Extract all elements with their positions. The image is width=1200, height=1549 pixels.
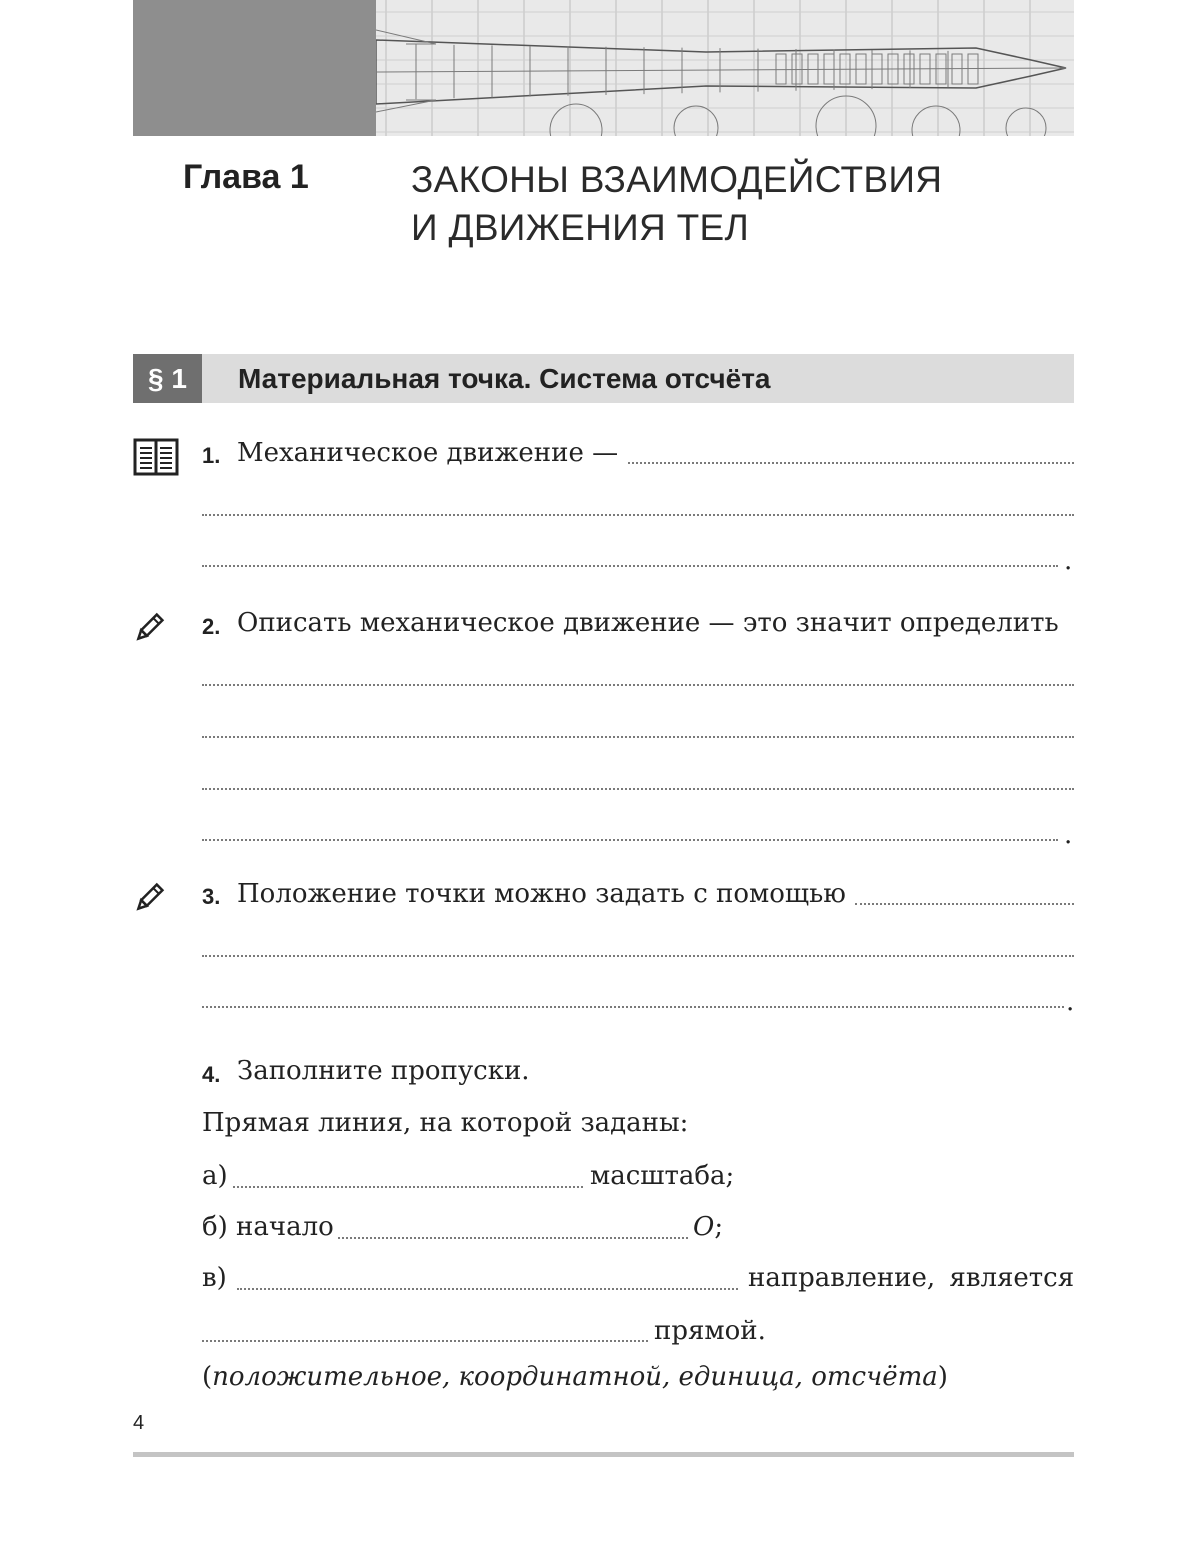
answer-line[interactable]: [202, 839, 1058, 841]
question-3-number: 3.: [202, 884, 221, 909]
answer-line[interactable]: [202, 684, 1074, 686]
banner-gray-block: [133, 0, 376, 136]
question-4-text: Заполните пропуски.: [237, 1056, 530, 1086]
hint-words-text: положительное, координатной, единица, отсчёта: [212, 1362, 938, 1392]
hint-open: (: [202, 1362, 213, 1392]
answer-line[interactable]: [202, 514, 1074, 516]
question-4-intro: Прямая линия, на которой заданы:: [202, 1108, 689, 1138]
answer-line[interactable]: [202, 1340, 648, 1342]
hint-words: [202, 1362, 948, 1392]
question-2-number: 2.: [202, 614, 221, 639]
answer-line[interactable]: [233, 1186, 583, 1188]
answer-line[interactable]: [202, 736, 1074, 738]
question-1-text: Механическое движение —: [237, 438, 619, 468]
period: .: [1064, 820, 1073, 850]
answer-line[interactable]: [202, 788, 1074, 790]
book-icon: [133, 438, 179, 480]
answer-line[interactable]: [202, 955, 1074, 957]
answer-line[interactable]: [628, 462, 1074, 464]
item-c-suffix: направление, является: [748, 1263, 1075, 1293]
period: .: [1066, 987, 1075, 1017]
answer-line[interactable]: [237, 1288, 738, 1290]
item-c-prefix: в): [202, 1263, 227, 1293]
section-number: § 1: [133, 354, 202, 403]
question-2-text: Описать механическое движение — это значит определить: [237, 608, 1059, 638]
technical-drawing-image: [376, 0, 1074, 136]
item-b-prefix: б) начало: [202, 1212, 334, 1242]
drawing-stroke: [376, 30, 436, 44]
item-b-suffix: ;: [714, 1212, 724, 1242]
period: .: [1064, 546, 1073, 576]
chapter-title-line2: И ДВИЖЕНИЯ ТЕЛ: [411, 207, 750, 248]
drawing-stroke: [550, 104, 602, 136]
item-b-variable: O: [693, 1212, 715, 1242]
chapter-title: [411, 156, 942, 252]
page-number: 4: [133, 1412, 145, 1434]
footer-rule: [133, 1452, 1074, 1457]
answer-line[interactable]: [338, 1237, 688, 1239]
hint-close: ): [937, 1362, 948, 1392]
item-b-tail: [693, 1212, 723, 1242]
item-a-suffix: масштаба;: [590, 1161, 735, 1191]
item-c-end: прямой.: [654, 1316, 766, 1346]
chapter-title-line1: ЗАКОНЫ ВЗАИМОДЕЙСТВИЯ: [411, 159, 943, 200]
question-4-number: 4.: [202, 1062, 221, 1087]
answer-line[interactable]: [855, 903, 1074, 905]
chapter-label: Глава 1: [183, 158, 309, 196]
answer-line[interactable]: [202, 565, 1058, 567]
question-1-number: 1.: [202, 443, 221, 468]
pencil-icon: [133, 882, 165, 918]
answer-line[interactable]: [202, 1006, 1064, 1008]
section-title: Материальная точка. Система отсчёта: [202, 354, 1074, 403]
drawing-stroke: [776, 54, 786, 84]
item-a-prefix: а): [202, 1161, 228, 1191]
question-3-text: Положение точки можно задать с помощью: [237, 879, 846, 909]
pencil-icon: [133, 612, 165, 648]
